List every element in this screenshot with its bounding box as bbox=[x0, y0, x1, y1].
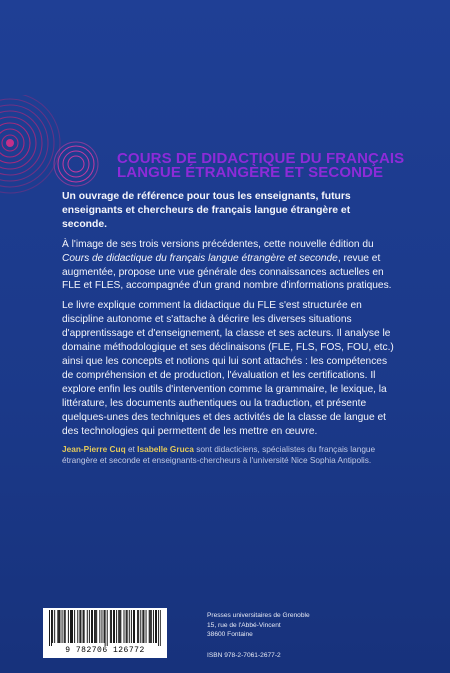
barcode-bar bbox=[124, 610, 125, 643]
barcode-bar bbox=[81, 610, 82, 643]
barcode-bar bbox=[153, 610, 154, 643]
barcode-bar bbox=[150, 610, 151, 643]
barcode-bars bbox=[49, 610, 161, 646]
authors-paragraph bbox=[62, 444, 397, 466]
barcode-number: 9 782706 126772 bbox=[65, 646, 145, 655]
barcode-bar bbox=[114, 610, 115, 643]
barcode-bar bbox=[91, 610, 92, 643]
barcode-bar bbox=[144, 610, 145, 643]
isbn: ISBN 978-2-7061-2677-2 bbox=[207, 652, 281, 659]
barcode-bar bbox=[94, 610, 95, 643]
barcode-bar bbox=[96, 610, 97, 643]
barcode-bar bbox=[119, 610, 120, 643]
barcode-bar bbox=[72, 610, 73, 643]
barcode bbox=[43, 608, 167, 658]
barcode-bar bbox=[116, 610, 117, 643]
barcode-bar bbox=[57, 610, 58, 643]
lead-paragraph: Un ouvrage de référence pour tous les enseignants, futurs enseignants et chercheurs de français langue étrangère et seconde. bbox=[62, 191, 351, 230]
barcode-bar bbox=[105, 610, 106, 646]
barcode-bar bbox=[137, 610, 138, 643]
barcode-bar bbox=[92, 610, 93, 643]
barcode-bar bbox=[129, 610, 130, 643]
barcode-bar bbox=[65, 610, 66, 643]
barcode-bar bbox=[156, 610, 157, 643]
cover-text bbox=[62, 190, 397, 472]
barcode-bar bbox=[120, 610, 121, 643]
barcode-bar bbox=[68, 610, 69, 643]
heading-line-1: COURS DE DIDACTIQUE DU FRANÇAIS bbox=[117, 150, 405, 167]
barcode-bar bbox=[158, 610, 159, 646]
description-paragraph: Le livre explique comment la didactique du FLE s'est structurée en discipline autonome et s'attache à décrire les diverses situations d'apprentissage et d'enseignement, la classe et ses acteurs. Il analyse le domaine méthodologique et ses déclinaisons (FLE, FLS, FOS, FOU, etc.) ainsi que les concepts et notions qui lui sont attachés : les compétences de compréhension et de production, l'évaluation et les certifications. Il explore enfin les outils d'intervention comme la grammaire, le lexique, la littérature, les documents authentiques ou la traduction, et présente quelques-unes des techniques et des activités de la classe de langue et des technologies qui permettent de les mettre en œuvre. bbox=[62, 300, 394, 437]
barcode-bar bbox=[62, 610, 63, 643]
barcode-bar bbox=[71, 610, 72, 643]
barcode-bar bbox=[133, 610, 134, 643]
barcode-bar bbox=[155, 610, 156, 643]
barcode-bar bbox=[111, 610, 112, 643]
barcode-bar bbox=[83, 610, 84, 643]
barcode-bar bbox=[51, 610, 52, 646]
barcode-bar bbox=[104, 610, 105, 643]
barcode-bar bbox=[142, 610, 143, 643]
barcode-bar bbox=[149, 610, 150, 643]
barcode-bar bbox=[84, 610, 85, 643]
barcode-bar bbox=[107, 610, 108, 646]
author-name-2: Isabelle Gruca bbox=[137, 444, 194, 455]
heading-line-2: LANGUE ÉTRANGÈRE ET SECONDE bbox=[117, 164, 384, 181]
barcode-bar bbox=[58, 610, 59, 643]
barcode-bar bbox=[89, 610, 90, 643]
barcode-bar bbox=[77, 610, 78, 643]
author-name-1: Jean-Pierre Cuq bbox=[62, 444, 126, 455]
barcode-bar bbox=[160, 610, 161, 646]
barcode-bar bbox=[60, 610, 61, 643]
barcode-bar bbox=[102, 610, 103, 643]
intro-text-end: , revue et augmentée, propose une vue générale des connaissances actuelles en FLE et FLES, accompagnée d'un grand nombre d'informations pratiques. bbox=[62, 252, 392, 292]
barcode-bar bbox=[74, 610, 75, 643]
publisher-street: 15, rue de l'Abbé-Vincent bbox=[207, 621, 281, 629]
barcode-bar bbox=[151, 610, 152, 643]
barcode-bar bbox=[99, 610, 100, 643]
barcode-bar bbox=[79, 610, 80, 643]
barcode-bar bbox=[70, 610, 71, 643]
series-heading bbox=[117, 150, 405, 181]
barcode-bar bbox=[140, 610, 141, 643]
publisher-info bbox=[207, 611, 310, 640]
barcode-bar bbox=[138, 610, 139, 643]
barcode-bar bbox=[126, 610, 127, 643]
barcode-bar bbox=[113, 610, 114, 643]
barcode-bar bbox=[134, 610, 135, 643]
spiral-ring-icon bbox=[52, 140, 100, 188]
book-title: Cours de didactique du français langue étrangère et seconde bbox=[62, 252, 338, 264]
authors-connector: et bbox=[125, 444, 138, 455]
barcode-bar bbox=[95, 610, 96, 643]
barcode-bar bbox=[87, 610, 88, 643]
barcode-bar bbox=[49, 610, 50, 646]
barcode-bar bbox=[52, 610, 53, 643]
publisher-city: 38600 Fontaine bbox=[207, 631, 253, 639]
barcode-bar bbox=[146, 610, 147, 643]
barcode-bar bbox=[118, 610, 119, 643]
authors-bio: sont didacticiens, spécialistes du français langue étrangère et seconde et enseignants-chercheurs à l'université Nice Sophia Antipolis. bbox=[62, 444, 376, 466]
barcode-bar bbox=[127, 610, 128, 643]
barcode-bar bbox=[131, 610, 132, 643]
barcode-bar bbox=[110, 610, 111, 643]
barcode-bar bbox=[54, 610, 55, 643]
intro-paragraph bbox=[62, 238, 397, 294]
barcode-bar bbox=[64, 610, 65, 643]
intro-text-start: À l'image de ses trois versions précédentes, cette nouvelle édition du bbox=[62, 238, 374, 250]
publisher-name: Presses universitaires de Grenoble bbox=[207, 612, 310, 619]
